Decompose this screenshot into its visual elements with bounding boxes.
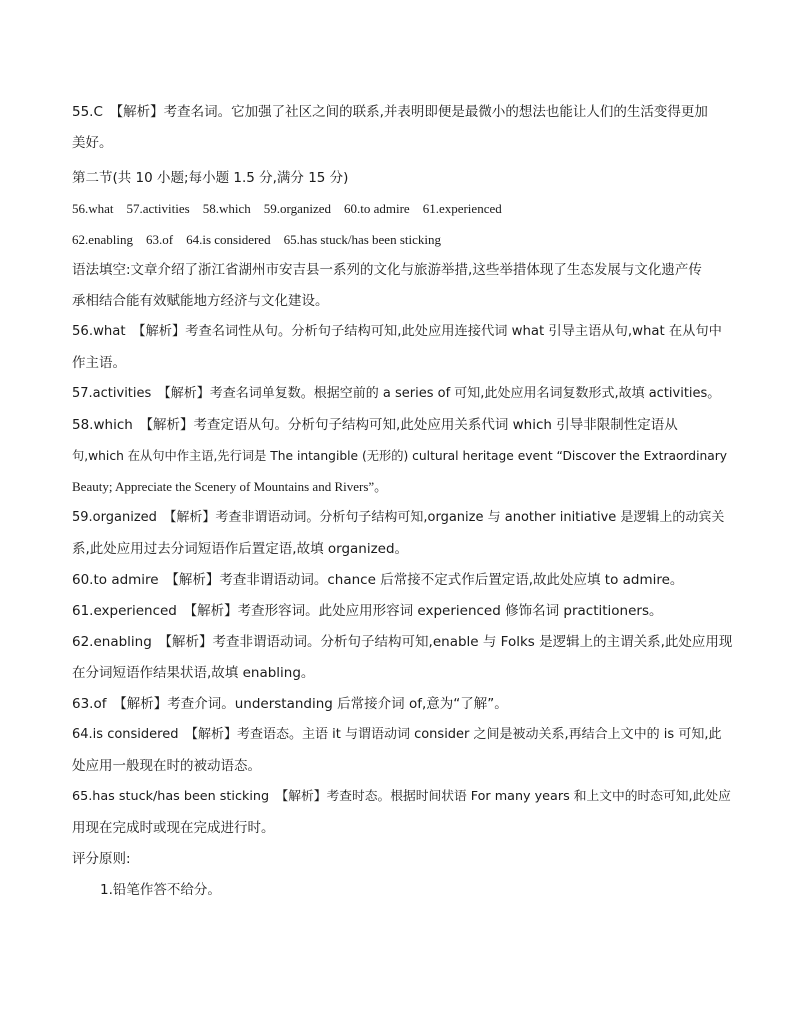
answer-key-row-1: 56.what 57.activities 58.which 59.organized 60.to admire 61.experienced — [72, 201, 502, 216]
passage-summary-line-2: 承相结合能有效赋能地方经济与文化建设。 — [72, 293, 329, 309]
answer-57-line-1: 57.activities 【解析】考查名词单复数。根据空前的 a series of 可知,此处应用名词复数形式,故填 activities。 — [72, 386, 721, 401]
answer-63-line-1: 63.of 【解析】考查介词。understanding 后常接介词 of,意为“了解”。 — [72, 696, 508, 712]
answer-56-line-1: 56.what 【解析】考查名词性从句。分析句子结构可知,此处应用连接代词 what 引导主语从句,what 在从句中 — [72, 324, 722, 339]
answer-65-line-1: 65.has stuck/has been sticking 【解析】考查时态。根据时间状语 For many years 和上文中的时态可知,此处应 — [72, 789, 731, 804]
answer-62-line-2: 在分词短语作结果状语,故填 enabling。 — [72, 665, 315, 681]
answer-55-line-1: 55.C 【解析】考查名词。它加强了社区之间的联系,并表明即便是最微小的想法也能让人们的生活变得更加 — [72, 104, 708, 120]
answer-60-line-1: 60.to admire 【解析】考查非谓语动词。chance 后常接不定式作后置定语,故此处应填 to admire。 — [72, 572, 684, 588]
answer-55-line-2: 美好。 — [72, 135, 113, 151]
answer-64-line-1: 64.is considered 【解析】考查语态。主语 it 与谓语动词 consider 之间是被动关系,再结合上文中的 is 可知,此 — [72, 727, 722, 742]
answer-56-line-2: 作主语。 — [72, 355, 126, 371]
answer-key-row-2: 62.enabling 63.of 64.is considered 65.has stuck/has been sticking — [72, 232, 441, 247]
answer-62-line-1: 62.enabling 【解析】考查非谓语动词。分析句子结构可知,enable 与 Folks 是逻辑上的主谓关系,此处应用现 — [72, 634, 733, 650]
answer-58-line-3: Beauty; Appreciate the Scenery of Mountains and Rivers”。 — [72, 479, 388, 494]
answer-61-line-1: 61.experienced 【解析】考查形容词。此处应用形容词 experienced 修饰名词 practitioners。 — [72, 603, 663, 619]
answer-65-line-2: 用现在完成时或现在完成进行时。 — [72, 820, 275, 836]
answer-59-line-2: 系,此处应用过去分词短语作后置定语,故填 organized。 — [72, 541, 409, 557]
section-2-heading: 第二节(共 10 小题;每小题 1.5 分,满分 15 分) — [72, 170, 349, 186]
scoring-rule-1: 1.铅笔作答不给分。 — [100, 882, 221, 898]
scoring-principles-heading: 评分原则: — [72, 851, 131, 867]
answer-64-line-2: 处应用一般现在时的被动语态。 — [72, 758, 261, 774]
answer-58-line-1: 58.which 【解析】考查定语从句。分析句子结构可知,此处应用关系代词 which 引导非限制性定语从 — [72, 417, 678, 433]
answer-58-line-2: 句,which 在从句中作主语,先行词是 The intangible (无形的) cultural heritage event “Discover the Extraordinary — [72, 449, 728, 463]
passage-summary-line-1: 语法填空:文章介绍了浙江省湖州市安吉县一系列的文化与旅游举措,这些举措体现了生态发展与文化遗产传 — [72, 262, 702, 278]
answer-59-line-1: 59.organized 【解析】考查非谓语动词。分析句子结构可知,organize 与 another initiative 是逻辑上的动宾关 — [72, 510, 725, 525]
